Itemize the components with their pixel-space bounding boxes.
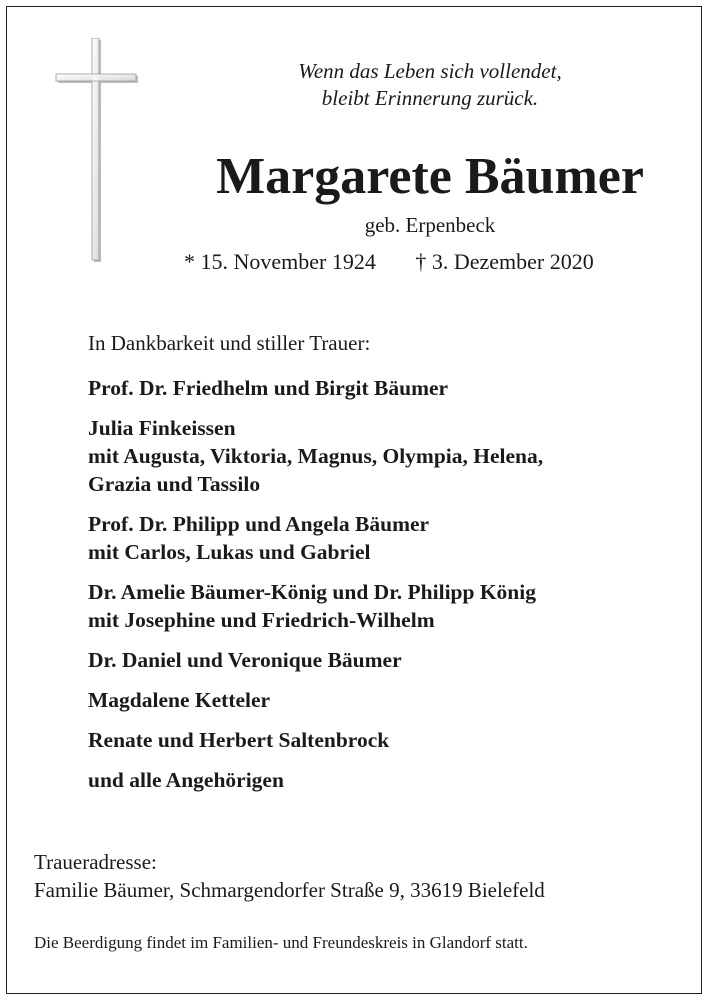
mourner-line: und alle Angehörigen	[88, 768, 284, 792]
mourner-group	[88, 766, 678, 794]
address-label: Traueradresse:	[34, 850, 157, 874]
mourning-intro: In Dankbarkeit und stiller Trauer:	[88, 331, 371, 355]
address-line: Familie Bäumer, Schmargendorfer Straße 9, 33619 Bielefeld	[34, 878, 545, 902]
mourner-line: mit Carlos, Lukas und Gabriel	[88, 540, 371, 564]
mourner-group	[88, 510, 678, 566]
mourner-group	[88, 726, 678, 754]
mourner-group	[88, 578, 678, 634]
motto-line-2: bleibt Erinnerung zurück.	[321, 86, 539, 110]
mourner-line: Magdalene Ketteler	[88, 688, 271, 712]
mourner-line: Renate und Herbert Saltenbrock	[88, 728, 390, 752]
motto-line-1: Wenn das Leben sich vollendet,	[298, 59, 562, 83]
mourner-line: mit Josephine und Friedrich-Wilhelm	[88, 608, 435, 632]
cross-icon	[52, 38, 142, 266]
mourners-list	[88, 374, 678, 806]
death-date: † 3. Dezember 2020	[415, 249, 594, 274]
birth-date: * 15. November 1924	[184, 249, 376, 274]
mourner-line: Grazia und Tassilo	[88, 472, 261, 496]
funeral-note: Die Beerdigung findet im Familien- und Freundeskreis in Glandorf statt.	[34, 933, 528, 952]
mourning-address	[34, 848, 545, 904]
mourner-line: Prof. Dr. Philipp und Angela Bäumer	[88, 512, 430, 536]
mourner-line: mit Augusta, Viktoria, Magnus, Olympia, Helena,	[88, 444, 544, 468]
mourner-line: Dr. Amelie Bäumer-König und Dr. Philipp König	[88, 580, 536, 604]
mourner-group	[88, 686, 678, 714]
deceased-name: Margarete Bäumer	[216, 148, 644, 205]
mourner-line: Julia Finkeissen	[88, 416, 236, 440]
mourner-group	[88, 374, 678, 402]
motto	[200, 58, 660, 112]
birth-name: geb. Erpenbeck	[364, 213, 496, 237]
mourner-group	[88, 646, 678, 674]
mourner-line: Prof. Dr. Friedhelm und Birgit Bäumer	[88, 376, 449, 400]
mourner-line: Dr. Daniel und Veronique Bäumer	[88, 648, 402, 672]
mourner-group	[88, 414, 678, 498]
life-dates	[184, 248, 664, 276]
